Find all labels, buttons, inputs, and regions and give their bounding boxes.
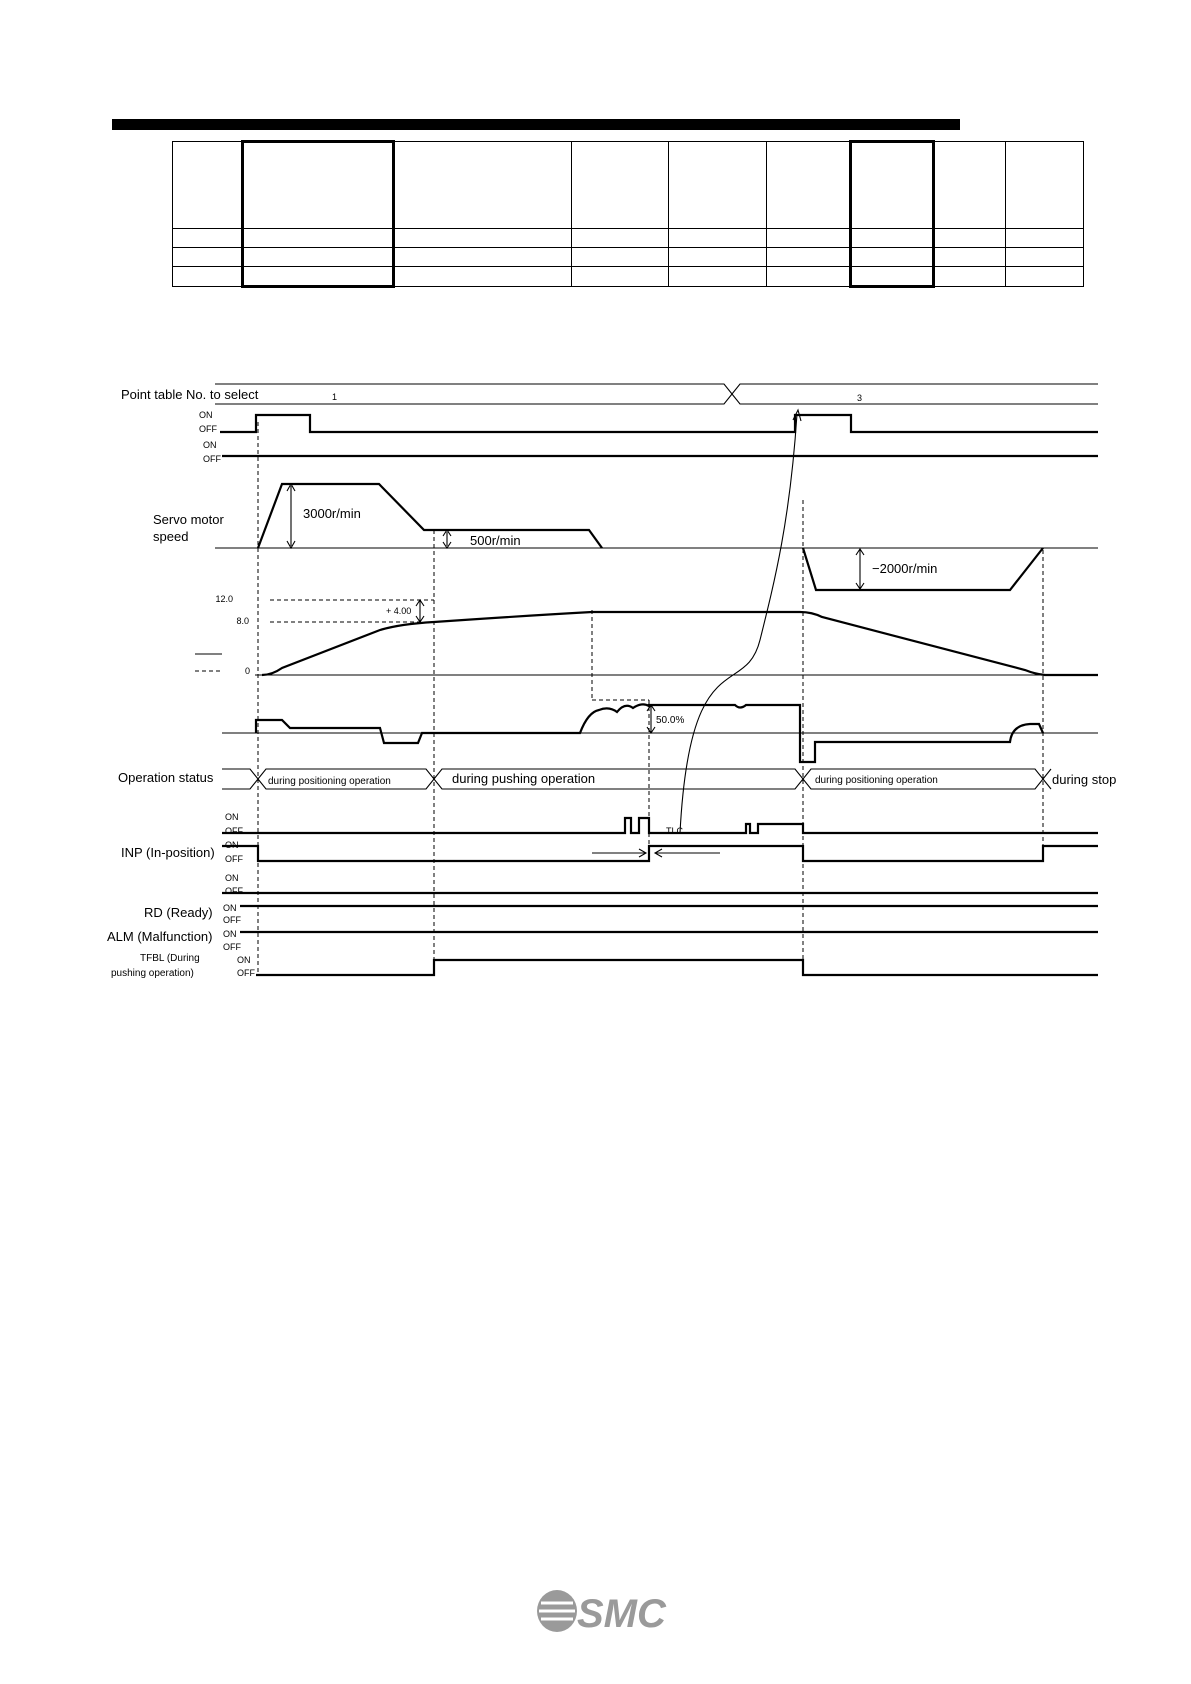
alm-label: ALM (Malfunction) bbox=[107, 929, 213, 944]
start-signal bbox=[220, 415, 1098, 432]
off-label: OFF bbox=[199, 424, 217, 434]
tlc-signal bbox=[222, 818, 1098, 833]
tfbl-label-2: pushing operation) bbox=[111, 968, 194, 979]
tfbl-label-1: TFBL (During bbox=[140, 953, 200, 964]
rd-off: OFF bbox=[223, 915, 241, 925]
tfbl-signal bbox=[256, 960, 1098, 975]
alm-off: OFF bbox=[223, 942, 241, 952]
inp-label: INP (In-position) bbox=[121, 845, 215, 860]
pos-tick-12: 12.0 bbox=[215, 594, 233, 604]
operation-status-label: Operation status bbox=[118, 770, 214, 785]
alm-on: ON bbox=[223, 929, 237, 939]
tlc-on: ON bbox=[225, 812, 239, 822]
inp-on: ON bbox=[225, 840, 239, 850]
curve-arrow bbox=[680, 414, 797, 833]
smc-logo bbox=[535, 1585, 675, 1637]
speed-value-3: −2000r/min bbox=[872, 561, 938, 576]
status-phase-3: during positioning operation bbox=[815, 775, 938, 786]
point-number-1: 1 bbox=[332, 392, 338, 402]
rd-label: RD (Ready) bbox=[144, 905, 213, 920]
status-phase-1: during positioning operation bbox=[268, 776, 391, 787]
pos-tick-8: 8.0 bbox=[236, 616, 249, 626]
on-label-2: ON bbox=[203, 440, 217, 450]
sig-on: ON bbox=[225, 873, 239, 883]
status-phase-4: during stop bbox=[1052, 772, 1117, 787]
tlc-off: OFF bbox=[225, 826, 243, 836]
point-number-3: 3 bbox=[857, 393, 863, 403]
torque-limit-label: 50.0% bbox=[656, 715, 685, 726]
pos-offset: + 4.00 bbox=[386, 606, 412, 616]
speed-label-2: speed bbox=[153, 529, 189, 544]
on-label: ON bbox=[199, 410, 213, 420]
point-table-bus bbox=[215, 384, 1098, 404]
inp-off: OFF bbox=[225, 854, 243, 864]
logo-text: SMC bbox=[577, 1592, 666, 1636]
status-phase-2: during pushing operation bbox=[452, 771, 596, 786]
point-table-label: Point table No. to select bbox=[121, 387, 259, 402]
speed-value-2: 500r/min bbox=[470, 533, 521, 548]
position-profile bbox=[262, 612, 1098, 675]
sig-off: OFF bbox=[225, 886, 243, 896]
tlc-label: TLC bbox=[666, 826, 684, 836]
speed-label-1: Servo motor bbox=[153, 512, 224, 527]
off-label-2: OFF bbox=[203, 454, 221, 464]
rd-on: ON bbox=[223, 903, 237, 913]
tfbl-on: ON bbox=[237, 955, 251, 965]
speed-value-1: 3000r/min bbox=[303, 506, 361, 521]
pos-tick-0: 0 bbox=[244, 666, 250, 676]
tfbl-off: OFF bbox=[237, 968, 255, 978]
